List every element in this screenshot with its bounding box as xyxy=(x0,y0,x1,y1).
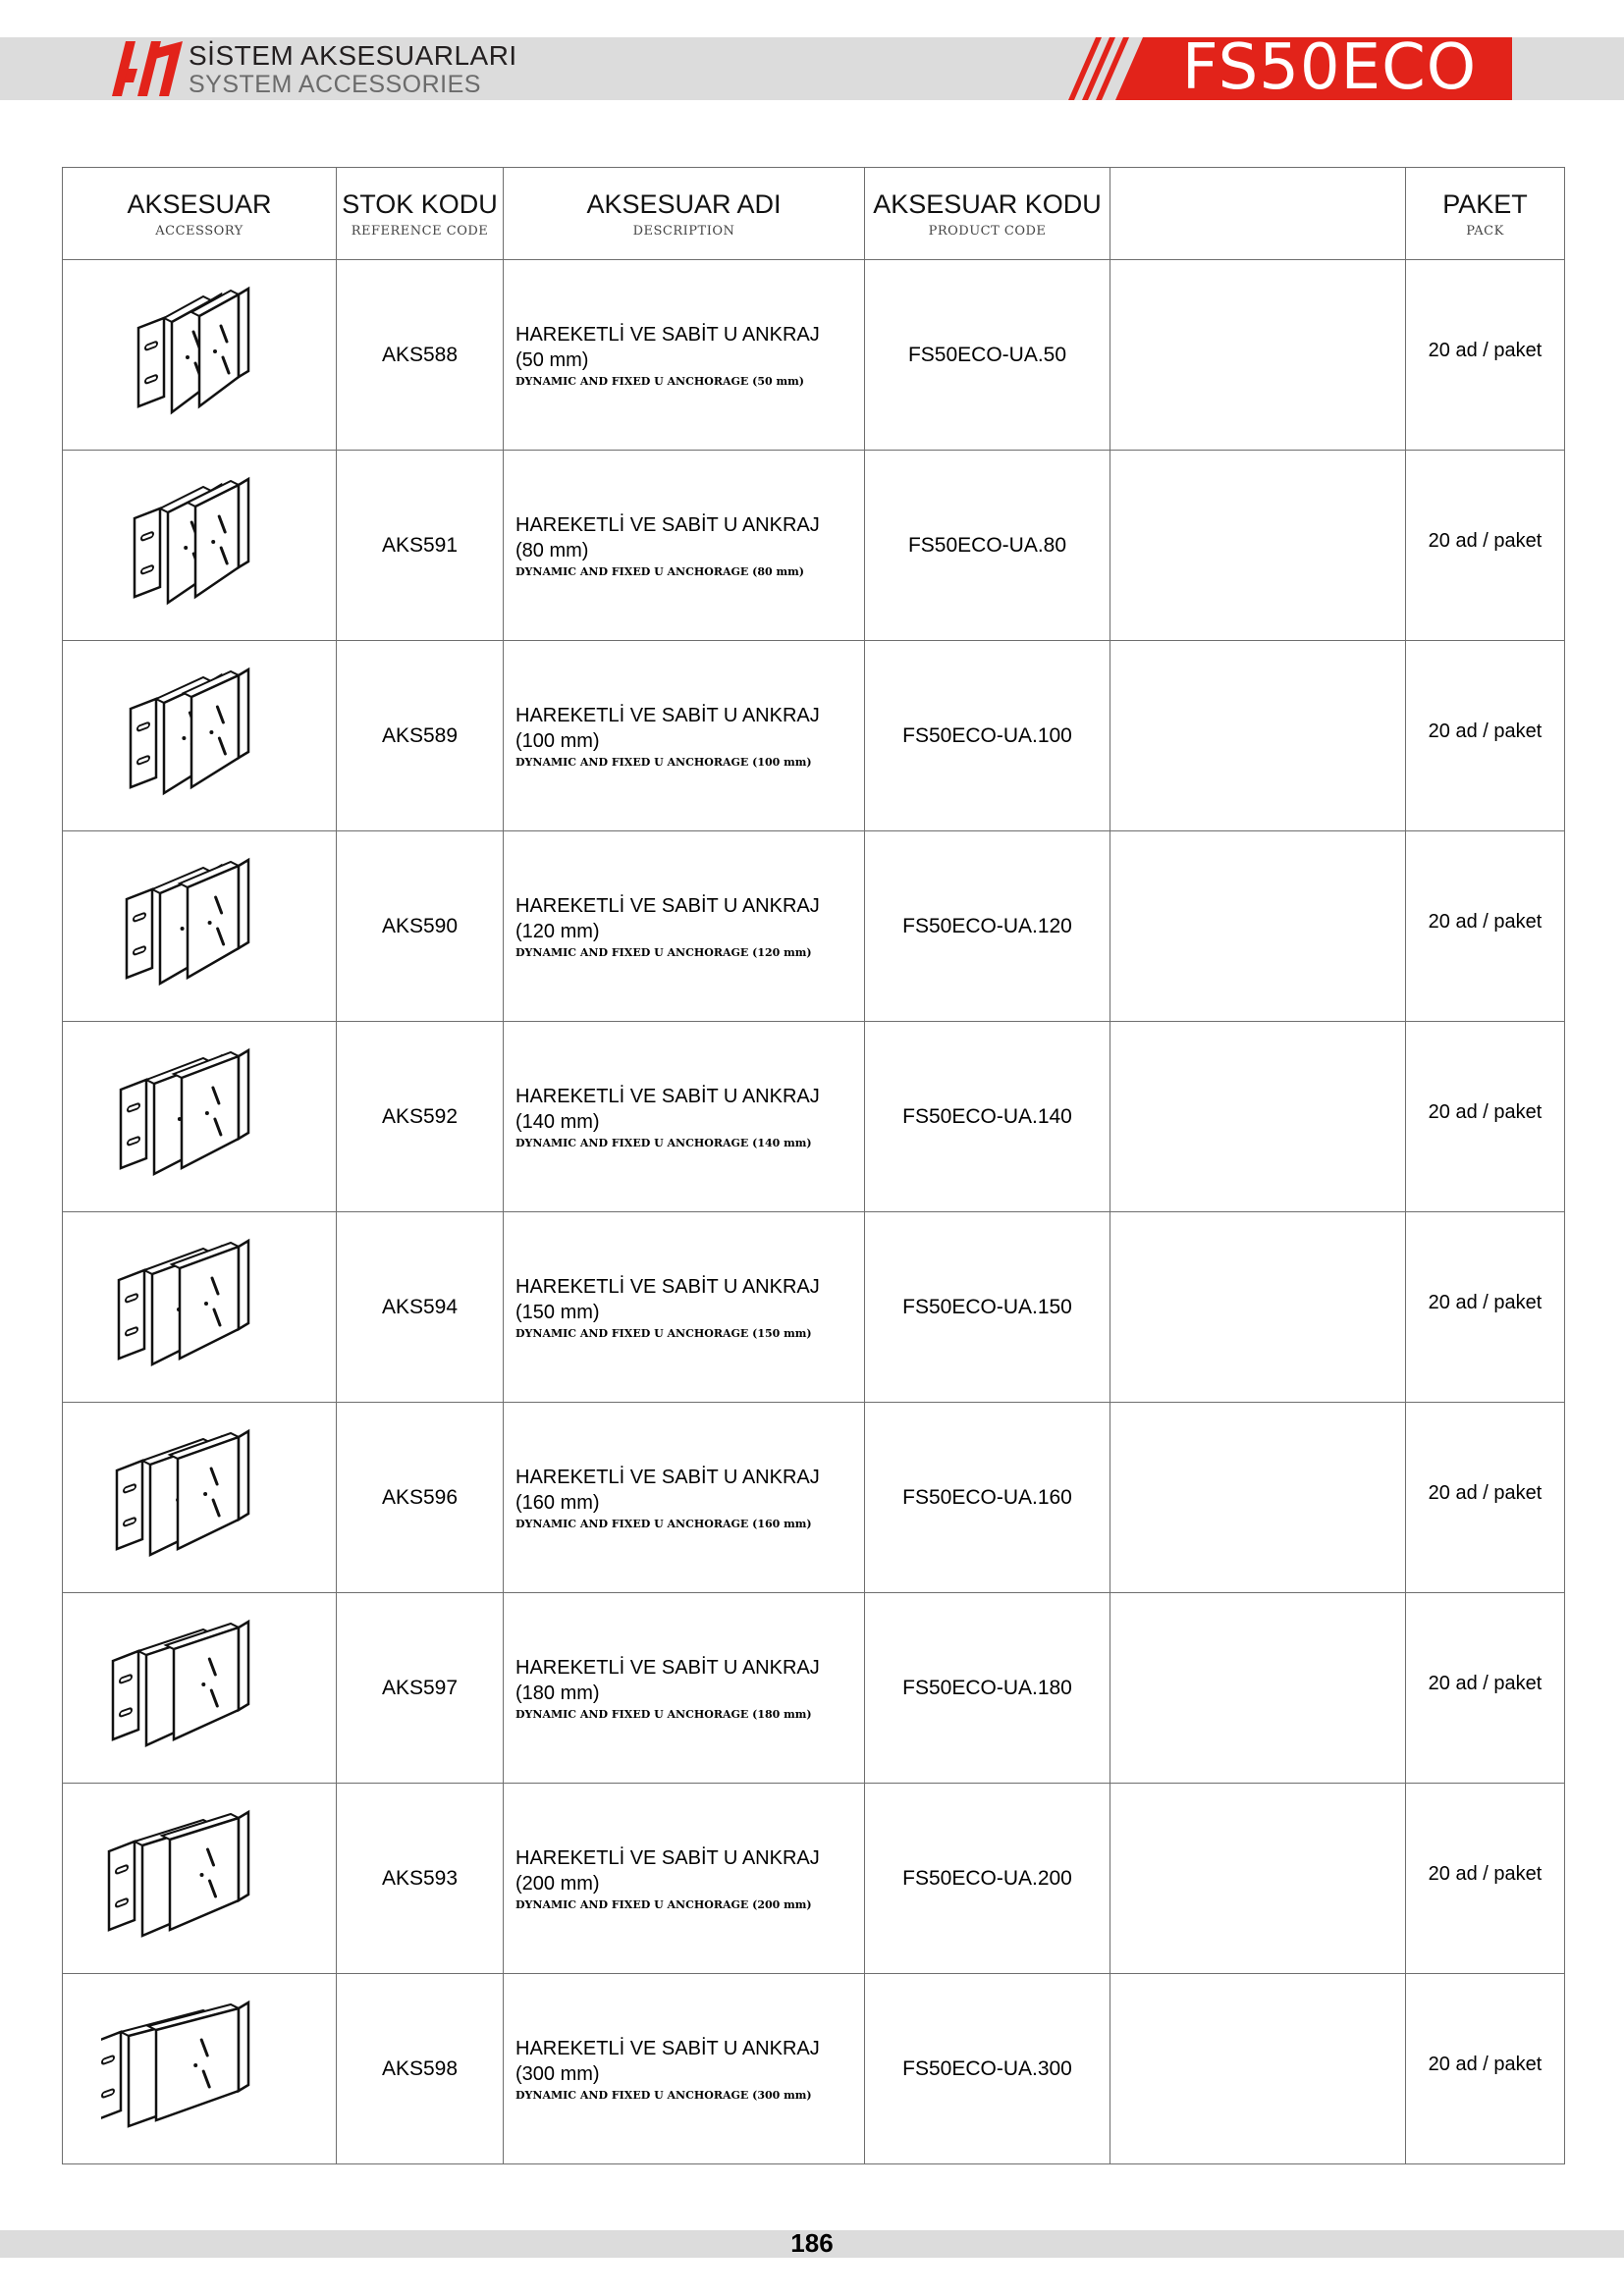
empty-cell xyxy=(1110,1212,1406,1403)
description-tr: HAREKETLİ VE SABİT U ANKRAJ xyxy=(515,2038,820,2059)
column-header xyxy=(63,168,337,260)
accessory-image-cell xyxy=(63,1022,337,1212)
reference-code: AKS592 xyxy=(337,1022,504,1212)
description-en: DYNAMIC AND FIXED U ANCHORAGE (200 mm) xyxy=(515,1898,812,1911)
pack-cell xyxy=(1406,1212,1565,1403)
table-row xyxy=(63,1784,1565,1974)
empty-cell xyxy=(1110,1022,1406,1212)
description-en: DYNAMIC AND FIXED U ANCHORAGE (180 mm) xyxy=(515,1708,812,1721)
column-header xyxy=(1406,168,1565,260)
description-en: DYNAMIC AND FIXED U ANCHORAGE (140 mm) xyxy=(515,1137,812,1149)
column-header xyxy=(865,168,1110,260)
table-header xyxy=(63,168,1565,260)
description-size: (200 mm) xyxy=(515,1873,600,1895)
reference-code: AKS597 xyxy=(337,1593,504,1784)
pack-cell xyxy=(1406,1022,1565,1212)
column-header-label: AKSESUAR ADI xyxy=(586,188,782,219)
table-row xyxy=(63,260,1565,451)
product-code: FS50ECO-UA.140 xyxy=(865,1022,1110,1212)
description-tr: HAREKETLİ VE SABİT U ANKRAJ xyxy=(515,895,820,917)
description-cell xyxy=(504,1784,865,1974)
pack-quantity: 20 ad / paket xyxy=(1428,721,1543,742)
description-cell xyxy=(504,451,865,641)
table-row xyxy=(63,831,1565,1022)
accessory-image-cell xyxy=(63,451,337,641)
description-en: DYNAMIC AND FIXED U ANCHORAGE (80 mm) xyxy=(515,565,804,578)
accessory-image-cell xyxy=(63,1212,337,1403)
description-cell xyxy=(504,260,865,451)
description-cell xyxy=(504,1974,865,2164)
column-header-label: PAKET xyxy=(1442,188,1528,219)
product-code: FS50ECO-UA.150 xyxy=(865,1212,1110,1403)
description-tr: HAREKETLİ VE SABİT U ANKRAJ xyxy=(515,324,820,346)
accessory-image-cell xyxy=(63,641,337,831)
description-tr: HAREKETLİ VE SABİT U ANKRAJ xyxy=(515,1657,820,1679)
u-anchorage-icon xyxy=(63,267,336,444)
empty-cell xyxy=(1110,451,1406,641)
header-title-tr: SİSTEM AKSESUARLARI xyxy=(189,40,517,71)
u-anchorage-icon xyxy=(63,648,336,825)
product-code: FS50ECO-UA.100 xyxy=(865,641,1110,831)
description-size: (100 mm) xyxy=(515,730,600,752)
description-cell xyxy=(504,1212,865,1403)
description-en: DYNAMIC AND FIXED U ANCHORAGE (160 mm) xyxy=(515,1518,812,1530)
product-code: FS50ECO-UA.50 xyxy=(865,260,1110,451)
description-size: (300 mm) xyxy=(515,2063,600,2085)
description-en: DYNAMIC AND FIXED U ANCHORAGE (50 mm) xyxy=(515,375,804,388)
description-tr: HAREKETLİ VE SABİT U ANKRAJ xyxy=(515,1086,820,1107)
column-header-sublabel: PACK xyxy=(1466,223,1504,239)
empty-cell xyxy=(1110,1974,1406,2164)
description-cell xyxy=(504,1403,865,1593)
accessory-table xyxy=(62,167,1565,2164)
description-size: (150 mm) xyxy=(515,1302,600,1323)
u-anchorage-icon xyxy=(63,1600,336,1777)
column-header-sublabel: PRODUCT CODE xyxy=(928,223,1047,239)
pack-quantity: 20 ad / paket xyxy=(1428,1673,1543,1694)
pack-cell xyxy=(1406,451,1565,641)
reference-code: AKS588 xyxy=(337,260,504,451)
table-row xyxy=(63,1022,1565,1212)
description-size: (180 mm) xyxy=(515,1682,600,1704)
reference-code: AKS593 xyxy=(337,1784,504,1974)
reference-code: AKS594 xyxy=(337,1212,504,1403)
column-header xyxy=(1110,168,1406,260)
pack-cell xyxy=(1406,1784,1565,1974)
description-tr: HAREKETLİ VE SABİT U ANKRAJ xyxy=(515,1467,820,1488)
brand-logo-icon xyxy=(110,39,185,98)
description-en: DYNAMIC AND FIXED U ANCHORAGE (150 mm) xyxy=(515,1327,812,1340)
u-anchorage-icon xyxy=(63,1410,336,1586)
u-anchorage-icon xyxy=(63,1790,336,1967)
table-row xyxy=(63,1212,1565,1403)
description-cell xyxy=(504,831,865,1022)
table-row xyxy=(63,1974,1565,2164)
product-code: FS50ECO-UA.160 xyxy=(865,1403,1110,1593)
description-size: (160 mm) xyxy=(515,1492,600,1514)
description-size: (80 mm) xyxy=(515,540,589,561)
pack-quantity: 20 ad / paket xyxy=(1428,1482,1543,1504)
accessory-image-cell xyxy=(63,1974,337,2164)
u-anchorage-icon xyxy=(63,1219,336,1396)
reference-code: AKS591 xyxy=(337,451,504,641)
product-code: FS50ECO-UA.300 xyxy=(865,1974,1110,2164)
description-tr: HAREKETLİ VE SABİT U ANKRAJ xyxy=(515,514,820,536)
u-anchorage-icon xyxy=(63,457,336,634)
empty-cell xyxy=(1110,1593,1406,1784)
accessory-image-cell xyxy=(63,1593,337,1784)
u-anchorage-icon xyxy=(63,1981,336,2158)
pack-cell xyxy=(1406,1974,1565,2164)
description-en: DYNAMIC AND FIXED U ANCHORAGE (100 mm) xyxy=(515,756,812,769)
column-header-label: AKSESUAR KODU xyxy=(873,188,1102,219)
column-header xyxy=(504,168,865,260)
table-row xyxy=(63,451,1565,641)
series-title: FS50ECO xyxy=(1181,31,1478,104)
pack-quantity: 20 ad / paket xyxy=(1428,1101,1543,1123)
table-row xyxy=(63,1593,1565,1784)
pack-cell xyxy=(1406,1593,1565,1784)
reference-code: AKS589 xyxy=(337,641,504,831)
description-cell xyxy=(504,1593,865,1784)
accessory-image-cell xyxy=(63,831,337,1022)
empty-cell xyxy=(1110,1403,1406,1593)
table-row xyxy=(63,641,1565,831)
reference-code: AKS596 xyxy=(337,1403,504,1593)
pack-cell xyxy=(1406,260,1565,451)
column-header-label: AKSESUAR xyxy=(127,188,272,219)
description-cell xyxy=(504,641,865,831)
table-body xyxy=(63,260,1565,2164)
description-en: DYNAMIC AND FIXED U ANCHORAGE (120 mm) xyxy=(515,946,812,959)
u-anchorage-icon xyxy=(63,838,336,1015)
column-header-label: STOK KODU xyxy=(342,188,498,219)
description-en: DYNAMIC AND FIXED U ANCHORAGE (300 mm) xyxy=(515,2089,812,2102)
u-anchorage-icon xyxy=(63,1029,336,1205)
page-number: 186 xyxy=(790,2228,834,2258)
product-code: FS50ECO-UA.200 xyxy=(865,1784,1110,1974)
description-size: (120 mm) xyxy=(515,921,600,942)
pack-quantity: 20 ad / paket xyxy=(1428,1863,1543,1885)
pack-quantity: 20 ad / paket xyxy=(1428,530,1543,552)
reference-code: AKS598 xyxy=(337,1974,504,2164)
description-size: (140 mm) xyxy=(515,1111,600,1133)
column-header-sublabel: ACCESSORY xyxy=(155,223,244,239)
accessory-image-cell xyxy=(63,1784,337,1974)
empty-cell xyxy=(1110,260,1406,451)
column-header xyxy=(337,168,504,260)
accessory-image-cell xyxy=(63,1403,337,1593)
table-row xyxy=(63,1403,1565,1593)
column-header-sublabel: REFERENCE CODE xyxy=(351,223,489,239)
accessory-image-cell xyxy=(63,260,337,451)
empty-cell xyxy=(1110,831,1406,1022)
description-cell xyxy=(504,1022,865,1212)
pack-cell xyxy=(1406,1403,1565,1593)
description-tr: HAREKETLİ VE SABİT U ANKRAJ xyxy=(515,1276,820,1298)
description-size: (50 mm) xyxy=(515,349,589,371)
column-header-sublabel: DESCRIPTION xyxy=(632,223,735,239)
empty-cell xyxy=(1110,1784,1406,1974)
pack-quantity: 20 ad / paket xyxy=(1428,911,1543,933)
pack-quantity: 20 ad / paket xyxy=(1428,1292,1543,1313)
pack-quantity: 20 ad / paket xyxy=(1428,340,1543,361)
product-code: FS50ECO-UA.120 xyxy=(865,831,1110,1022)
description-tr: HAREKETLİ VE SABİT U ANKRAJ xyxy=(515,705,820,726)
product-code: FS50ECO-UA.80 xyxy=(865,451,1110,641)
pack-cell xyxy=(1406,831,1565,1022)
pack-cell xyxy=(1406,641,1565,831)
header-title-en: SYSTEM ACCESSORIES xyxy=(189,71,481,98)
empty-cell xyxy=(1110,641,1406,831)
reference-code: AKS590 xyxy=(337,831,504,1022)
product-code: FS50ECO-UA.180 xyxy=(865,1593,1110,1784)
description-tr: HAREKETLİ VE SABİT U ANKRAJ xyxy=(515,1847,820,1869)
pack-quantity: 20 ad / paket xyxy=(1428,2054,1543,2075)
